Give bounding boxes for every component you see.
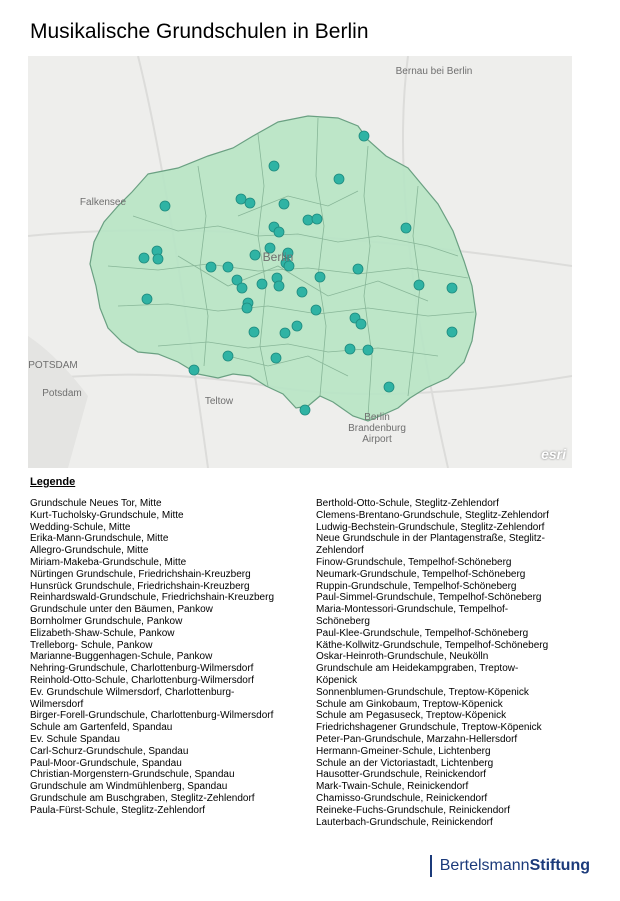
marker [274, 281, 284, 291]
marker [300, 405, 310, 415]
legend-item: Grundschule unter den Bäumen, Pankow [30, 604, 213, 616]
marker [236, 194, 246, 204]
legend-item: Käthe-Kollwitz-Grundschule, Tempelhof-Schöneberg [316, 639, 549, 651]
legend-item: Marianne-Buggenhagen-Schule, Pankow [30, 651, 213, 663]
logo-bar [430, 855, 432, 877]
marker [206, 262, 216, 272]
legend-item: Köpenick [316, 674, 358, 686]
logo-text-part1: Bertelsmann [439, 857, 530, 874]
bertelsmann-logo [430, 855, 590, 877]
place-label-teltow: Teltow [204, 396, 234, 407]
esri-logo: esri [541, 446, 566, 462]
marker [223, 262, 233, 272]
legend-item: Lauterbach-Grundschule, Reinickendorf [316, 816, 493, 828]
marker [242, 303, 252, 313]
place-label-potsdam: Potsdam [42, 388, 82, 399]
marker [447, 327, 457, 337]
marker [237, 283, 247, 293]
legend-item: Christian-Morgenstern-Grundschule, Spandau [30, 769, 235, 781]
marker [303, 215, 313, 225]
legend-item: Erika-Mann-Grundschule, Mitte [30, 533, 169, 545]
marker [249, 327, 259, 337]
legend-item: Zehlendorf [316, 545, 364, 557]
legend-title: Legende [30, 476, 76, 488]
marker [223, 351, 233, 361]
legend-item: Chamisso-Grundschule, Reinickendorf [316, 792, 488, 804]
marker [245, 198, 255, 208]
legend-item: Nürtingen Grundschule, Friedrichshain-Kreuzberg [30, 568, 251, 580]
map[interactable] [28, 56, 572, 468]
legend-item: Hunsrück Grundschule, Friedrichshain-Kreuzberg [30, 580, 250, 592]
marker [279, 199, 289, 209]
marker [447, 283, 457, 293]
legend-item: Peter-Pan-Grundschule, Marzahn-Hellersdorf [316, 733, 518, 745]
legend-item: Reinhardswald-Grundschule, Friedrichshain-Kreuzberg [30, 592, 275, 604]
marker [345, 344, 355, 354]
legend-item: Oskar-Heinroth-Grundschule, Neukölln [316, 651, 489, 663]
legend-item: Sonnenblumen-Grundschule, Treptow-Köpenick [316, 686, 529, 698]
place-label-airport: Berlin Brandenburg Airport [348, 412, 406, 445]
legend-item: Paul-Klee-Grundschule, Tempelhof-Schöneberg [316, 627, 529, 639]
place-label-falkensee: Falkensee [79, 197, 127, 208]
legend-item: Schule am Ginkobaum, Treptow-Köpenick [316, 698, 503, 710]
legend-item: Schule am Gartenfeld, Spandau [30, 722, 173, 734]
legend-item: Nehring-Grundschule, Charlottenburg-Wilmersdorf [30, 663, 254, 675]
legend-item: Schule an der Victoriastadt, Lichtenberg [316, 757, 494, 769]
legend-item: Grundschule am Buschgraben, Steglitz-Zehlendorf [30, 792, 255, 804]
marker [160, 201, 170, 211]
legend-item: Mark-Twain-Schule, Reinickendorf [316, 781, 469, 793]
legend-item: Birger-Forell-Grundschule, Charlottenburg-Wilmersdorf [30, 710, 274, 722]
place-label-berlin: Berlin [262, 250, 294, 264]
marker [269, 161, 279, 171]
marker [384, 382, 394, 392]
marker [292, 321, 302, 331]
marker [139, 253, 149, 263]
legend-item: Berthold-Otto-Schule, Steglitz-Zehlendorf [316, 498, 499, 509]
legend-item: Paul-Moor-Grundschule, Spandau [30, 757, 182, 769]
legend-item: Neumark-Grundschule, Tempelhof-Schöneberg [316, 568, 526, 580]
legend-item: Neue Grundschule in der Plantagenstraße, Steglitz- [316, 533, 546, 545]
legend-item: Ruppin-Grundschule, Tempelhof-Schöneberg [316, 580, 517, 592]
marker [311, 305, 321, 315]
marker [401, 223, 411, 233]
legend-item: Schöneberg [316, 615, 370, 627]
legend-item: Paul-Simmel-Grundschule, Tempelhof-Schöneberg [316, 592, 542, 604]
legend-item: Friedrichshagener Grundschule, Treptow-Köpenick [316, 722, 542, 734]
legend-item: Grundschule Neues Tor, Mitte [30, 498, 162, 509]
legend-item: Ludwig-Bechstein-Grundschule, Steglitz-Zehlendorf [316, 521, 545, 533]
legend-item: Reineke-Fuchs-Grundschule, Reinickendorf [316, 804, 510, 816]
marker [142, 294, 152, 304]
legend-item: Allegro-Grundschule, Mitte [30, 545, 149, 557]
legend-item: Grundschule am Windmühlenberg, Spandau [30, 781, 228, 793]
logo-text-part2: Stiftung [529, 857, 590, 874]
legend-item: Clemens-Brentano-Grundschule, Steglitz-Zehlendorf [316, 509, 549, 521]
legend-item: Hermann-Gmeiner-Schule, Lichtenberg [316, 745, 491, 757]
legend-item: Elizabeth-Shaw-Schule, Pankow [30, 627, 175, 639]
legend-item: Trelleborg- Schule, Pankow [30, 639, 153, 651]
marker [274, 227, 284, 237]
marker [359, 131, 369, 141]
marker [312, 214, 322, 224]
marker [189, 365, 199, 375]
legend-item: Ev. Schule Spandau [30, 733, 120, 745]
legend-left-column [30, 498, 308, 817]
legend-item: Ev. Grundschule Wilmersdorf, Charlottenburg- [30, 686, 235, 698]
marker [363, 345, 373, 355]
legend-item: Wilmersdorf [30, 698, 84, 710]
legend-item: Maria-Montessori-Grundschule, Tempelhof- [316, 604, 509, 616]
marker [356, 319, 366, 329]
legend-item: Wedding-Schule, Mitte [30, 521, 131, 533]
place-label-potsdam-top: POTSDAM [28, 360, 78, 371]
legend-item: Bornholmer Grundschule, Pankow [30, 615, 183, 627]
page-title: Musikalische Grundschulen in Berlin [30, 20, 369, 43]
marker [271, 353, 281, 363]
logo-text [440, 857, 590, 875]
legend-item: Miriam-Makeba-Grundschule, Mitte [30, 556, 187, 568]
legend-item: Kurt-Tucholsky-Grundschule, Mitte [30, 509, 184, 521]
legend-item: Schule am Pegasuseck, Treptow-Köpenick [316, 710, 507, 722]
legend-item: Grundschule am Heidekampgraben, Treptow- [316, 663, 519, 675]
marker [414, 280, 424, 290]
legend-item: Hausotter-Grundschule, Reinickendorf [316, 769, 487, 781]
marker [334, 174, 344, 184]
legend-item: Paula-Fürst-Schule, Steglitz-Zehlendorf [30, 804, 206, 816]
legend-item: Finow-Grundschule, Tempelhof-Schöneberg [316, 556, 512, 568]
place-label-bernau: Bernau bei Berlin [395, 66, 473, 77]
legend-item: Reinhold-Otto-Schule, Charlottenburg-Wilmersdorf [30, 674, 254, 686]
marker [257, 279, 267, 289]
legend-right-column [316, 498, 588, 828]
marker [297, 287, 307, 297]
marker [153, 254, 163, 264]
legend-item: Carl-Schurz-Grundschule, Spandau [30, 745, 189, 757]
marker [315, 272, 325, 282]
marker [280, 328, 290, 338]
marker [353, 264, 363, 274]
